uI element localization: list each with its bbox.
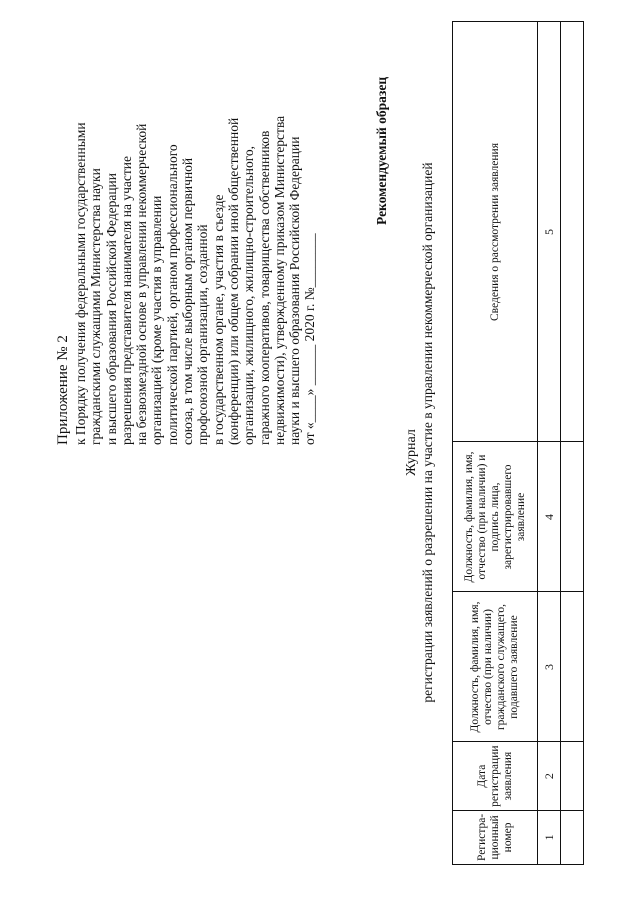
journal-title: Журнал (404, 429, 419, 476)
appendix-title: Приложение № 2 (55, 335, 71, 445)
table-header-row (453, 22, 538, 865)
appendix-line: гаражного кооперативов, товарищества собственников (256, 130, 272, 445)
table-cell (561, 810, 584, 864)
table-cell (561, 22, 584, 442)
table-row (561, 22, 584, 865)
table-cell (561, 742, 584, 810)
appendix-line: науки и высшего образования Российской Федерации (287, 136, 303, 445)
appendix-line: разрешения представителя нанимателя на участие (118, 156, 134, 445)
header-review-info: Сведения о рассмотрении заявления (453, 22, 538, 442)
appendix-line: профсоюзной организации, созданной (195, 224, 211, 445)
table-cell (561, 442, 584, 592)
column-number: 5 (538, 22, 561, 442)
appendix-line: на безвозмездной основе в управлении некоммерческой (134, 123, 150, 445)
appendix-line: (конференции) или общем собрании иной общественной (225, 117, 241, 445)
appendix-line: к Порядку получения федеральными государственными (73, 122, 88, 445)
appendix-line: организации, жилищного, жилищно-строительного, (241, 145, 257, 445)
column-number: 1 (538, 810, 561, 864)
header-reg-date: Дата регистрации заявления (453, 742, 538, 810)
appendix-block (55, 25, 318, 445)
table-cell (561, 592, 584, 742)
appendix-line: организацией (кроме участия в управлении (149, 195, 165, 445)
header-applicant: Должность, фамилия, имя, отчество (при наличии) гражданского служащего, подавшего заявление (453, 592, 538, 742)
appendix-line: в государственном органе, участия в съезде (210, 194, 226, 445)
appendix-line: союза, в том числе выборным органом первичной (180, 157, 196, 445)
appendix-line: недвижимости), утвержденному приказом Министерства (271, 115, 287, 445)
recommended-sample-label: Рекомендуемый образец (374, 76, 389, 225)
header-registrar: Должность, фамилия, имя, отчество (при наличии) и подпись лица, зарегистрировавшего заявление (453, 442, 538, 592)
appendix-line: и высшего образования Российской Федерации (103, 173, 119, 445)
appendix-line: политической партией, органом профессионального (164, 144, 180, 445)
header-reg-number: Регистра-ционный номер (453, 810, 538, 864)
column-number: 4 (538, 442, 561, 592)
column-number: 2 (538, 742, 561, 810)
journal-subtitle: регистрации заявлений о разрешении на участие в управлении некоммерческой организацией (420, 162, 435, 703)
column-number: 3 (538, 592, 561, 742)
appendix-line: гражданскими служащими Министерства науки (88, 168, 104, 445)
table-number-row (538, 22, 561, 865)
registration-table (452, 22, 584, 866)
appendix-line: от «____» ______ 2020 г. №________ (302, 233, 318, 445)
